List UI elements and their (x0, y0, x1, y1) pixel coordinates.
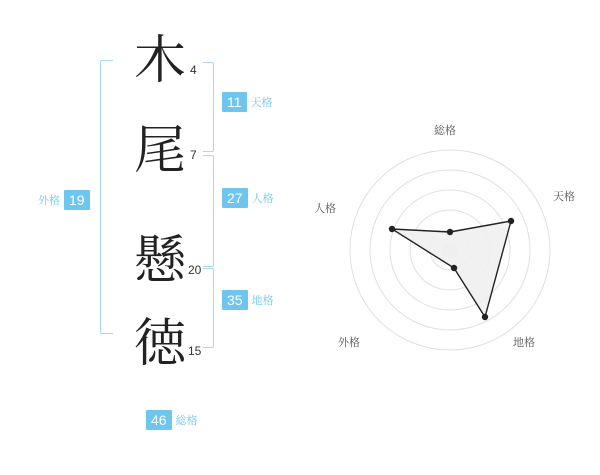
score-label-jinkaku: 人格 (251, 193, 274, 205)
stroke-count-2: 7 (190, 148, 197, 162)
kanji-char-3: 懸 (133, 231, 186, 291)
name-stroke-panel (0, 0, 300, 470)
radar-point-jinkaku (389, 226, 395, 232)
kanji-char-2: 尾 (133, 121, 186, 181)
score-label-chikaku: 地格 (251, 295, 274, 307)
radar-series (389, 218, 514, 320)
radar-axis-label-tenkaku: 天格 (553, 191, 575, 203)
score-tag-tenkaku (222, 92, 273, 112)
radar-axis-label-soukaku: 総格 (434, 125, 456, 137)
score-value-chikaku: 35 (222, 290, 248, 310)
score-value-soukaku: 46 (146, 410, 172, 430)
stroke-count-3: 20 (188, 263, 202, 277)
radar-axis-label-jinkaku: 人格 (314, 203, 336, 215)
radar-point-chikaku (482, 314, 488, 320)
radar-chart-svg (300, 0, 600, 470)
score-label-soukaku: 総格 (175, 415, 198, 427)
radar-chart (300, 0, 600, 470)
radar-axis-label-chikaku: 地格 (513, 337, 535, 349)
score-label-outer: 外格 (38, 195, 60, 207)
score-tag-jinkaku (222, 188, 274, 208)
score-value-outer: 19 (64, 190, 90, 210)
score-tag-outer (38, 190, 90, 210)
kanji-char-4: 徳 (133, 314, 186, 374)
chikaku-bracket (203, 268, 214, 348)
radar-point-tenkaku (508, 218, 514, 224)
score-tag-soukaku (146, 410, 198, 430)
tenkaku-bracket (203, 62, 214, 152)
stroke-count-4: 15 (188, 344, 202, 358)
radar-point-gaikaku (451, 265, 457, 271)
score-value-jinkaku: 27 (222, 188, 248, 208)
stroke-count-1: 4 (190, 63, 197, 77)
radar-axis-label-gaikaku: 外格 (338, 337, 360, 349)
score-tag-chikaku (222, 290, 274, 310)
radar-point-soukaku (447, 229, 453, 235)
jinkaku-bracket (203, 155, 214, 267)
score-value-tenkaku: 11 (222, 92, 247, 112)
kanji-char-1: 木 (133, 31, 186, 91)
outer-bracket (100, 60, 113, 334)
score-label-tenkaku: 天格 (250, 97, 273, 109)
